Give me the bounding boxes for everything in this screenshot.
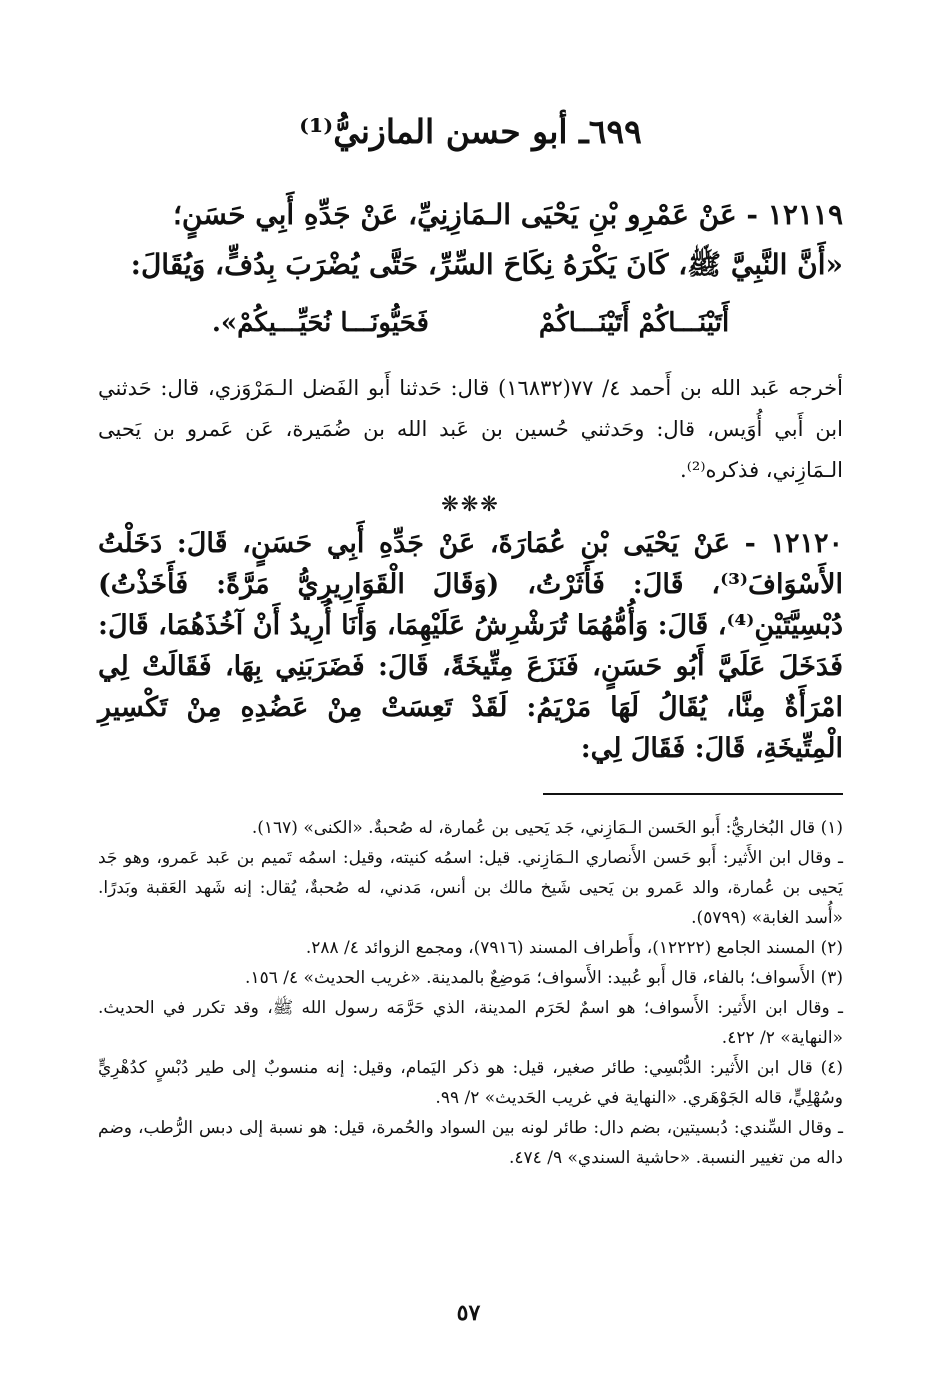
hadith-12120 [98,523,843,769]
chapter-title: ٦٩٩ـ أبو حسن المازنيُّ⁽¹⁾ [299,112,642,151]
takhrij-text: أخرجه عَبد الله بن أَحمد ٤/ ٧٧(١٦٨٣٢) قال: حَدثنا أَبو الفَضل الـمَرْوَزي، قال: حَدثني ابن أَبي أُوَيس، قال: وحَدثني حُسين بن عَبد الله بن ضُمَيرة، عَن عَمرو بن يَحيى الـمَازِني، فذكره⁽²⁾. [98,376,843,482]
footnotes [98,813,843,1173]
footnote: (٤) قال ابن الأَثير: الدُّبْسِي: طائر صغير، قيل: هو ذكر اليَمام، وقيل: إنه منسوبٌ إلى طير دُبْسٍ كدُهْرِيٍّ وسُهْلِيٍّ، قاله الجَوْهَري. «النهاية في غريب الحَديث» ٢/ ٩٩. [98,1058,843,1108]
hadith-line: «أَنَّ النَّبِيَّ ﷺ، كَانَ يَكْرَهُ نِكَاحَ السِّرِّ، حَتَّى يُضْرَبَ بِدُفٍّ، وَيُقَالَ: [130,248,843,281]
hadith-line: ١٢١١٩ - عَنْ عَمْرِو بْنِ يَحْيَى الـمَازِنِيِّ، عَنْ جَدِّهِ أَبِي حَسَنٍ؛ [173,198,843,231]
takhrij-12119 [98,368,843,491]
footnote: (٢) المسند الجامع (١٢٢٢٢)، وأَطراف المسند (٧٩١٦)، ومجمع الزوائد ٤/ ٢٨٨. [305,938,843,958]
hadith-12119 [98,190,843,290]
verse-second-hemistich: فَحَيُّونَـــا نُحَيِّـــيكُمْ». [211,308,429,338]
footnote: ـ وقال السِّندي: دُبسيتين، بضم دال: طائر لونه بين السواد والحُمرة، قيل: هو نسبة إلى دبس الرُّطب، وضم داله من تغيير النسبة. «حاشية السندي» ٩/ ٤٧٤. [98,1118,843,1168]
footnote-divider [543,793,843,795]
footnote: ـ وقال ابن الأَثير: الأَسواف؛ هو اسمٌ لحَرَم المدينة، الذي حَرَّمَه رسول الله ﷺ، وقد تكرر في الحديث. «النهاية» ٢/ ٤٢٢. [98,998,843,1048]
page-body [98,100,843,1173]
page-number: ٥٧ [456,1300,481,1326]
footnote: ـ وقال ابن الأَثير: أَبو حَسن الأَنصاري الـمَازِني. قيل: اسمُه كنيته، وقيل: اسمُه تَميم بن عَبد عَمرو، وهو جَد يَحيى بن عُمارة، والد عَمرو بن يَحيى شَيخ مالك بن أنس، مَدني، له صُحبةٌ، يُقال: إنه شَهد العَقبة وبَدرًا. «أُسد الغابة» (٥٧٩٩). [98,848,843,928]
hadith-text: ١٢١٢٠ - عَنْ يَحْيَى بْنِ عُمَارَةَ، عَنْ جَدِّهِ أَبِي حَسَنٍ، قَالَ: دَخَلْتُ الأَسْوَافَ⁽³⁾، قَالَ: فَأَثَرْتُ، (وَقَالَ الْقَوَارِيرِيُّ مَرَّةً: فَأَخَذْتُ) دُبْسِيَّتَيْنِ⁽⁴⁾، قَالَ: وَأُمُّهُمَا تُرَشْرِشُ عَلَيْهِمَا، وَأَنَا أُرِيدُ أَنْ آخُذَهُمَا، قَالَ: فَدَخَلَ عَلَيَّ أَبُو حَسَنٍ، فَنَزَعَ مِتِّيخَةً، قَالَ: فَضَرَبَنِي بِهَا، فَقَالَتْ لِي امْرَأَةٌ مِنَّا، يُقَالُ لَهَا مَرْيَمُ: لَقَدْ تَعِسَتْ مِنْ عَضُدِهِ مِنْ تَكْسِيرِ الْمِتِّيخَةِ، قَالَ: فَقَالَ لِي: [98,528,843,764]
footnote: (٣) الأَسواف؛ بالفاء، قال أَبو عُبيد: الأَسواف؛ مَوضِعٌ بالمدينة. «غريب الحديث» ٤/ ١٥٦. [245,968,843,988]
verse-first-hemistich: أَتَيْنَـــاكُمْ أَتَيْنَـــاكُمْ [538,308,730,338]
section-separator: ❋❋❋ [441,492,500,516]
poetry-verse [98,298,843,348]
footnote: (١) قال البُخاريُّ: أَبو الحَسن الـمَازِني، جَد يَحيى بن عُمارة، له صُحبةٌ. «الكنى» (١٦٧). [251,818,843,838]
